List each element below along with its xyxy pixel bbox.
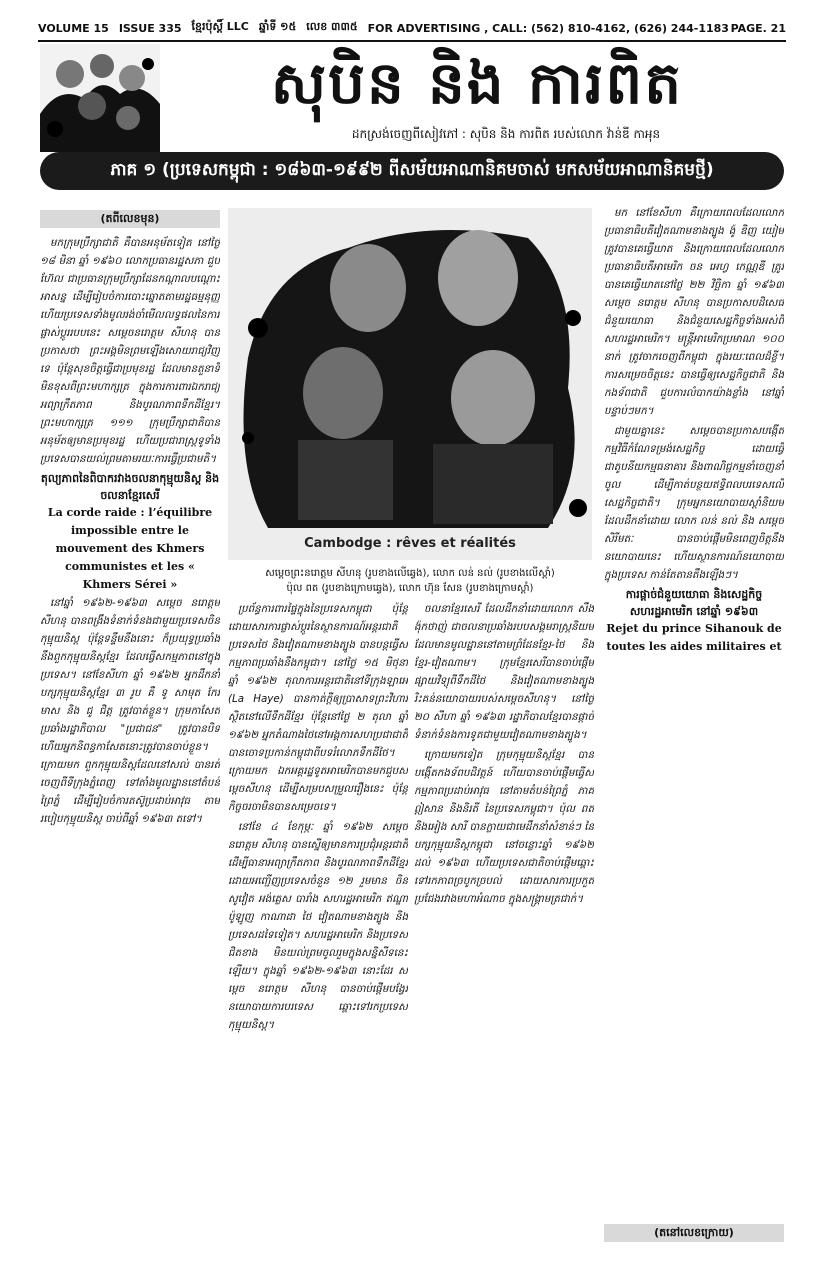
column-4-paragraph: ជាមួយគ្នានេះ សម្តេចបានប្រកាសបង្កើតកម្មវិធីកំណែទម្រង់សេដ្ឋកិច្ច ដោយធ្វើជាតូបនីយកម្មធនាគារ និងពាណិជ្ជកម្មនាំចេញនាំចូល ដើម្បីកាត់បន្ថយឥទ្ធិពលបរទេសលើសេដ្ឋកិច្ចជាតិ។ ក្រុមអ្នកនយោបាយស្តាំនិយម ដែលដឹកនាំដោយ លោក លន់ នល់ និង សម្តេច សិរីមតៈ បានចាប់ផ្តើមមិនពេញចិត្តនឹងនយោបាយនេះ ហើយស្ថានការណ៍នយោបាយក្នុងប្រទេស កាន់តែតានតឹងឡើងៗ។ (604, 425, 784, 581)
leaders-photo-collage (228, 208, 592, 560)
advertising-contact: FOR ADVERTISING , CALL: (562) 810-4162, (626) 244-1183 (367, 21, 729, 35)
column-4 (604, 204, 784, 1212)
portraits-thumbnail (40, 44, 160, 152)
continued-next-label: (តនៅលេខក្រោយ) (604, 1224, 784, 1242)
paper-name: ខ្មែរប៉ុស្តិ៍ LLC (191, 20, 249, 33)
number-label: លេខ ៣៣៥ (306, 20, 358, 33)
image-label: Cambodge : rêves et réalités (304, 536, 516, 551)
page-number: PAGE. 21 (730, 21, 786, 35)
column-2-paragraph: នៅខែ ៤ ខែកុម្ភៈ ឆ្នាំ ១៩៦២ សម្តេច នរោត្តម សីហនុ បានស្នើឲ្យមានការប្រជុំអន្តរជាតិ ដើម្បីធានាអព្យាក្រឹតភាព និងបូរណភាពទឹកដីខ្មែរ ដោយអញ្ជើញប្រទេសចំនួន ១២ រួមមាន ចិន សូវៀត អង់គ្លេស បារាំង សហរដ្ឋអាមេរិក ឥណ្ឌា ប៉ូឡូញ កាណាដា ថៃ វៀតណាមខាងត្បូង និងប្រទេសដទៃទៀត។ សហរដ្ឋអាមេរិក និងប្រទេសជិតខាង មិនយល់ព្រមចូលរួមក្នុងសន្និសីទនេះឡើយ។ ក្នុងឆ្នាំ ១៩៦២-១៩៦៣ នោះដែរ សម្តេច នរោត្តម សីហនុ បានចាប់ផ្តើមបង្វែរនយោបាយការបរទេស ឆ្ពោះទៅរកប្រទេសកុម្មុយនិស្ត។ (228, 821, 408, 1031)
column-1-paragraph: មកក្រុមប្រឹក្សាជាតិ គឺបានអនុម័តទៀត នៅថ្ងៃ ១៨ មិនា ឆ្នាំ ១៩៦០ លោកប្រធានរដ្ឋសភា ជួប ហ៊ែល ជាប្រធានក្រុមប្រឹក្សាដែនកណ្តាលបណ្តោះអាសន្ន ដើម្បីរៀបចំការបោះឆ្នោតតាមរដ្ឋធម្មនុញ្ញ ហើយប្រទេសទាំងមូលរង់ចាំមើលលទ្ធផលនៃការផ្លាស់ប្តូររបបនេះ សម្តេចនរោត្តម សីហនុ បានប្រកាសថា ព្រះអង្គមិនព្រមឡើងសោយរាជ្យវិញទេ ប៉ុន្តែសុខចិត្តធ្វើជាប្រមុខរដ្ឋ ដែលមានតួនាទីមិនខុសពីព្រះមហាក្សត្រ ក្នុងការការពារឯករាជ្យ អព្យាក្រឹតភាព និងបូរណភាពទឹកដីខ្មែរ។ ព្រះមហាក្សត្រ ១១១ ក្រុមប្រឹក្សាជាតិបានអនុម័តឲ្យមានប្រមុខរដ្ឋ ហើយប្រជារាស្ត្រទូទាំងប្រទេសបានយល់ព្រមតាមរយៈការធ្វើប្រជាមតិ។ (40, 237, 220, 465)
column-4-paragraph: មក នៅខែសីហា គឺក្រោយពេលដែលលោកប្រធានាធិបតីវៀតណាមខាងត្បូង ង៉ូ ឌិញ យៀម ត្រូវបានគេធ្វើឃាត និងក្រោយពេលដែលលោកប្រធានាធិបតីអាមេរិក ចន អេហ្វ កេណ្ណឌី ត្រូវបានគេធ្វើឃាតនៅថ្ងៃ ២២ វិច្ឆិកា ឆ្នាំ ១៩៦៣ សម្តេច នរោត្តម សីហនុ បានប្រកាសបដិសេធជំនួយយោធា និងជំនួយសេដ្ឋកិច្ចទាំងអស់ពីសហរដ្ឋអាមេរិក។ មន្ត្រីអាមេរិកប្រមាណ ១០០ នាក់ ត្រូវចាកចេញពីកម្ពុជា ក្នុងរយៈពេលដ៏ខ្លី។ ការសម្រេចចិត្តនេះ បានធ្វើឲ្យសេដ្ឋកិច្ចជាតិ និងកងទ័ពជាតិ ជួបការលំបាកយ៉ាងខ្លាំង នៅឆ្នាំបន្ទាប់ៗមក។ (604, 207, 784, 417)
column-2 (228, 600, 408, 1246)
caption-line: ប៉ុល ពត (រូបខាងក្រោមឆ្វេង), លោក ហ៊ុន សែន (រូបខាងក្រោមស្តាំ) (286, 583, 534, 594)
masthead-bar (38, 18, 786, 38)
source-subtitle: ដកស្រង់ចេញពីសៀវភៅ : សុបិន និង ការពិត របស់លោក វ៉ាន់ឌី កាអុន (351, 127, 661, 141)
column-1 (40, 234, 220, 1246)
column-3-paragraph: ចលនាខ្មែរសេរី ដែលដឹកនាំដោយលោក សឺង ង៉ុកថាញ់ ជាចលនាប្រឆាំងរបបសង្គមរាស្ត្រនិយម ដែលមានមូលដ្ឋាននៅតាមព្រំដែនខ្មែរ-ថៃ និងខ្មែរ-វៀតណាម។ ក្រុមខ្មែរសេរីបានចាប់ផ្តើមផ្សាយវិទ្យុពីទឹកដីថៃ និងវៀតណាមខាងត្បូង រិះគន់នយោបាយរបស់សម្តេចសីហនុ។ នៅថ្ងៃ ២០ សីហា ឆ្នាំ ១៩៦៣ រដ្ឋាភិបាលខ្មែរបានផ្តាច់ទំនាក់ទំនងការទូតជាមួយវៀតណាមខាងត្បូង។ (414, 603, 594, 741)
issue-label: ISSUE 335 (118, 21, 182, 35)
section-heading-fr: La corde raide : l’équilibre impossible entre le mouvement des Khmers communistes et les « Khmers Sérei » (47, 506, 213, 591)
continued-from-label: (តពីលេខមុន) (40, 210, 220, 228)
column-2-paragraph: ប្រព័ន្ធការពារផ្ទៃក្នុងនៃប្រទេសកម្ពុជា ប៉ុន្តែដោយសារការផ្លាស់ប្តូរនៃស្ថានការណ៍អន្តរជាតិ ប្រទេសថៃ និងវៀតណាមខាងត្បូង បានបន្តធ្វើសកម្មភាពប្រឆាំងនឹងកម្ពុជា។ នៅថ្ងៃ ១៥ មិថុនា ឆ្នាំ ១៩៦២ តុលាការអន្តរជាតិនៅទីក្រុងឡាអេ (La Haye) បានកាត់ក្តីឲ្យប្រាសាទព្រះវិហារ ស្ថិតនៅលើទឹកដីខ្មែរ ប៉ុន្តែនៅថ្ងៃ ២ តុលា ឆ្នាំ ១៩៦២ អ្នកតំណាងថៃនៅអង្គការសហប្រជាជាតិ បានចោទប្រកាន់កម្ពុជាពីបទរំលោភទឹកដីថៃ។ ក្រោយមក ឯកអគ្គរដ្ឋទូតអាមេរិកបានមកជួបសម្តេចសីហនុ ដើម្បីសម្របសម្រួលរឿងនេះ ប៉ុន្តែកិច្ចចរចាមិនបានសម្រេចទេ។ (228, 603, 408, 813)
caption-line: សម្តេចព្រះនរោត្តម សីហនុ (រូបខាងលើឆ្វេង), លោក លន់ នល់ (រូបខាងលើស្តាំ) (265, 568, 555, 579)
page-title: សុបិន និង ការពិត (270, 49, 684, 117)
photo-caption (228, 566, 592, 596)
volume-label: VOLUME 15 (38, 21, 109, 35)
column-3-paragraph: ក្រោយមកទៀត ក្រុមកុម្មុយនិស្តខ្មែរ បានបង្កើតកងទ័ពបដិវត្តន៍ ហើយបានចាប់ផ្តើមធ្វើសកម្មភាពប្រដាប់អាវុធ នៅតាមតំបន់ព្រៃភ្នំ ភាគឦសាន និងនិរតី នៃប្រទេសកម្ពុជា។ ប៉ុល ពត និងអៀង សារី បានក្លាយជាមេដឹកនាំសំខាន់ៗ នៃបក្សកុម្មុយនិស្តកម្ពុជា នៅចន្លោះឆ្នាំ ១៩៦២ ដល់ ១៩៦៣ ហើយប្រទេសជាតិចាប់ផ្តើមឆ្ពោះទៅរកភាពច្របូកច្របល់ ដោយសារការប្រកួតប្រជែងរវាងមហាអំណាច ក្នុងសង្គ្រាមត្រជាក់។ (414, 749, 594, 905)
section-heading-kh: ការផ្តាច់ជំនួយយោធា និងសេដ្ឋកិច្ចសហរដ្ឋអាមេរិក នៅឆ្នាំ ១៩៦៣ (625, 588, 763, 618)
section-heading-fr: Rejet du prince Sihanouk de toutes les aides militaires et (606, 622, 782, 653)
year-label: ឆ្នាំទី ១៥ (258, 20, 297, 33)
column-1-paragraph: នៅឆ្នាំ ១៩៦២-១៩៦៣ សម្តេច នរោត្តម សីហនុ បានពង្រឹងទំនាក់ទំនងជាមួយប្រទេសចិនកុម្មុយនិស្ត ប៉ុន្តែទន្ទឹមនឹងនោះ ក៏ប្រយុទ្ធប្រឆាំងនឹងពួកកុម្មុយនិស្តខ្មែរ ដែលធ្វើសកម្មភាពនៅក្នុងប្រទេស។ នៅខែសីហា ឆ្នាំ ១៩៦២ អ្នកដឹកនាំបក្សកុម្មុយនិស្តខ្មែរ ៣ រូប គឺ ទូ សាមុត កែវ មាស និង ជូ ជិត្ត ត្រូវបាត់ខ្លួន។ ក្រុមកាសែតប្រឆាំងរដ្ឋាភិបាល "ប្រជាជន" ត្រូវបានបិទ ហើយអ្នកនិពន្ធកាសែតនោះត្រូវបានចាប់ខ្លួន។ ក្រោយមក ពួកកុម្មុយនិស្តដែលនៅសល់ បានរត់ចេញពីទីក្រុងភ្នំពេញ ទៅតាំងមូលដ្ឋាននៅតំបន់ព្រៃភ្នំ ដើម្បីរៀបចំការតស៊ូប្រដាប់អាវុធ តាមរបៀបកុម្មុយនិស្ត ចាប់ពីឆ្នាំ ១៩៦៣ តទៅ។ (40, 597, 220, 825)
column-3 (414, 600, 594, 1246)
series-banner: ភាគ ១ (ប្រទេសកម្ពុជា : ១៨៦៣-១៩៩២ ពីសម័យអាណានិគមចាស់ មកសម័យអាណានិគមថ្មី) (40, 152, 784, 190)
section-heading-kh: តុល្យភាពនៃពិបាករវាងចលនាកុម្មុយនិស្ត និងចលនាខ្មែរសេរី (40, 472, 220, 502)
top-rule (38, 40, 786, 42)
